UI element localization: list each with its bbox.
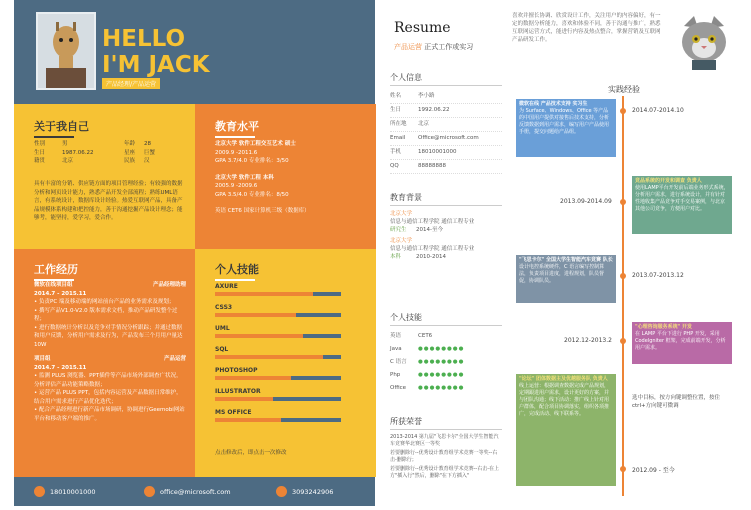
skill-name: PHOTOSHOP bbox=[215, 367, 258, 374]
skill-level-fill bbox=[215, 397, 273, 401]
school-name: 北京大学 bbox=[390, 211, 413, 217]
skill-row: C 语言 ●●●●●●●● bbox=[390, 359, 465, 365]
skill-level-fill bbox=[215, 376, 291, 380]
footer bbox=[14, 478, 375, 506]
edu-certificates: 英语 CET6 国家计算机三级（数据库） bbox=[215, 208, 310, 214]
resume-right bbox=[382, 0, 751, 510]
timeline-dot bbox=[620, 273, 626, 279]
edu-degree: 北京大学 软件工程 本科 bbox=[215, 174, 274, 181]
skills-title: 个人技能 bbox=[215, 263, 259, 276]
role: 产品运营 bbox=[394, 43, 422, 51]
job-item: • 监测 PLUS 浏览器、PPT插件等产品市场外部调查广状况，分析评估产品功能策略数据； bbox=[34, 373, 182, 388]
timeline-date: 2013.07-2013.12 bbox=[632, 272, 684, 279]
skill-level-fill bbox=[215, 334, 303, 338]
award-item: 若要删除行--优秀设计教育组学术竞赛--右击-在上方"插入行"然后，删除"在下方插入" bbox=[390, 466, 500, 479]
skill-dots: ●●●●●●●● bbox=[418, 385, 465, 391]
job-item: • 配合产品经理进行新产品市场调研，协调进行Geemobi网站平台和移动客户端的推广。 bbox=[34, 407, 185, 422]
skill-bar-item bbox=[215, 388, 355, 401]
about-row: 性别 男 年龄 28 bbox=[34, 141, 151, 147]
info-row: QQ 88888888 bbox=[390, 160, 502, 174]
about-title: 关于我自己 bbox=[34, 120, 89, 133]
skills-section bbox=[195, 249, 376, 477]
job-dates: 2014.7 - 2015.11 bbox=[34, 290, 87, 297]
education-title: 教育水平 bbox=[215, 120, 259, 133]
skill-bars bbox=[215, 283, 355, 430]
skill-bar-item bbox=[215, 283, 355, 296]
skill-name: AXURE bbox=[215, 283, 238, 290]
timeline-date: 2012.12-2013.2 bbox=[564, 337, 612, 344]
edu-dates: 2005.9 -2009.6 bbox=[215, 183, 258, 189]
school-degree-row: 本科 2010-2014 bbox=[390, 254, 446, 260]
qq-icon bbox=[276, 486, 287, 497]
award-item: 若要删除行--优秀设计教育组学术竞赛一等奖--右击-删除行； bbox=[390, 450, 498, 463]
timeline-dot bbox=[620, 108, 626, 114]
timeline-note: 选中目标，按方向键调整位置，按住 ctrl+方向键可微调 bbox=[632, 395, 721, 409]
skill-bar-item bbox=[215, 409, 355, 422]
skill-track bbox=[215, 292, 341, 296]
skill-dots: ●●●●●●●● bbox=[418, 372, 465, 378]
tagline: 产品经理/产品运营 bbox=[102, 78, 160, 89]
skill-track bbox=[215, 313, 341, 317]
resume-title: Resume bbox=[394, 20, 451, 36]
timeline-title: 实践经验 bbox=[608, 85, 640, 94]
divider bbox=[34, 136, 74, 138]
education-section bbox=[195, 104, 376, 249]
divider bbox=[390, 429, 502, 430]
skill-name: MS OFFICE bbox=[215, 409, 252, 416]
skill-track bbox=[215, 355, 341, 359]
work-section bbox=[14, 249, 195, 477]
footer-phone: 18010001000 bbox=[50, 487, 96, 496]
job-header: 微软在线项目组 产品经理助理 bbox=[34, 282, 186, 288]
edu-gpa: GPA 3.7/4.0 专业排名：3/50 bbox=[215, 158, 289, 164]
edu-dates: 2009.9 -2011.6 bbox=[215, 149, 258, 156]
timeline-dot bbox=[620, 338, 626, 344]
timeline-box: 竞品系统的开发和调查 负责人 使用LAMP平台开发前后端业务形式系统，分析用户需求，进行系统设计，并有针对性地收集产品竞争对手交易案例，与北京其他公司竞争，方便用户对比。 bbox=[632, 176, 732, 234]
footer-qq: 3093242906 bbox=[292, 487, 334, 496]
job-item: • 运营产品 PLUS PPT，包括内容运营及产品数据日常维护，结合用户需求进行产品优化迭代； bbox=[34, 390, 182, 405]
skill-bar-item bbox=[215, 325, 355, 338]
header bbox=[14, 0, 375, 100]
about-row: 籍贯 北京 民族 汉 bbox=[34, 158, 150, 164]
timeline-date: 2013.09-2014.09 bbox=[560, 198, 612, 205]
skill-name: CSS3 bbox=[215, 304, 233, 311]
timeline-box: "飞思卡尔" 全国大学生智能汽车竞赛 队长 设计电控系统硬件，C 语言编写控制算法，负责项目进度，进程规划，队员督促，协调队员。 bbox=[516, 255, 616, 303]
right-skills bbox=[390, 312, 502, 395]
cat-avatar bbox=[674, 14, 734, 70]
skill-row: Java ●●●●●●●● bbox=[390, 346, 465, 352]
skill-level-fill bbox=[215, 355, 323, 359]
skill-row: Office ●●●●●●●● bbox=[390, 385, 465, 391]
skill-level-fill bbox=[215, 418, 281, 422]
personal-info bbox=[390, 72, 502, 174]
divider bbox=[390, 85, 502, 86]
skill-track bbox=[215, 376, 341, 380]
skill-track bbox=[215, 418, 341, 422]
skill-bar-item bbox=[215, 367, 355, 380]
skills-note: 点击修改后，即点击一次修改 bbox=[215, 450, 287, 456]
job-item: • 进行数据统计分析以及竞争对手情况分析跟踪；并通过数据和用户反馈，分析用户需求及行为，产品发布三个月用户量达10W bbox=[34, 324, 183, 348]
resume-left bbox=[14, 0, 375, 506]
bg-title: 教育背景 bbox=[390, 193, 422, 202]
info-row: 所在地 北京 bbox=[390, 118, 502, 132]
about-section bbox=[14, 104, 195, 249]
divider bbox=[215, 136, 255, 138]
award-item: 2013-2014 第九届"飞思卡尔"全国大学生智能汽车竞赛华北赛区一等奖 bbox=[390, 434, 499, 447]
school-major: 信息与通信工程学院 通信工程专业 bbox=[390, 219, 475, 225]
skill-level-fill bbox=[215, 292, 313, 296]
job-item: • 撰写产品V1.0-V2.0 版本需求文档，推动产品研发整个过程； bbox=[34, 307, 178, 322]
skill-level-fill bbox=[215, 313, 296, 317]
skill-name: UML bbox=[215, 325, 230, 332]
skill-row: Php ●●●●●●●● bbox=[390, 372, 465, 378]
info-title: 个人信息 bbox=[390, 73, 422, 82]
skill-dots: ●●●●●●●● bbox=[418, 346, 465, 352]
skill-bar-item bbox=[215, 304, 355, 317]
timeline-box: "心理咨询服务系统" 开发 在 LAMP 平台下进行 PHP 开发，采用 Codelgniter 框架，完成前端开发，分析用户需求。 bbox=[632, 322, 732, 364]
skill-bar-item bbox=[215, 346, 355, 359]
skill-name: ILLUSTRATOR bbox=[215, 388, 261, 395]
education-background bbox=[390, 192, 502, 261]
skill-row: 英语 CET6 bbox=[390, 333, 433, 339]
info-row: 手机 18010001000 bbox=[390, 146, 502, 160]
timeline-dot bbox=[620, 199, 626, 205]
skill-dots: ●●●●●●●● bbox=[418, 359, 465, 365]
info-row: Email Office@microsoft.com bbox=[390, 132, 502, 146]
right-skills-title: 个人技能 bbox=[390, 313, 422, 322]
school-degree-row: 研究生 2014-至今 bbox=[390, 227, 443, 233]
about-description: 具有丰富的分销、供应链方面的项目管理经验；有较强的数据分析和网页设计能力，熟悉产品开发全部流程；熟练UML语言，有系统设计，数据库设计经验。热爱互联网产品，具备产品规模体系构建和把控能力，善于沟通挖掘产品设计理念；能够考，能坚持，爱学习，爱合作。 bbox=[34, 181, 183, 221]
timeline-axis bbox=[622, 96, 624, 496]
timeline-dot bbox=[620, 466, 626, 472]
skill-track bbox=[215, 397, 341, 401]
school-major: 信息与通信工程学院 通信工程专业 bbox=[390, 246, 475, 252]
timeline-date: 2014.07-2014.10 bbox=[632, 107, 684, 114]
awards-title: 所获荣誉 bbox=[390, 417, 422, 426]
hello-title: HELLO I'M JACK bbox=[102, 26, 210, 78]
about-table bbox=[34, 140, 184, 166]
timeline-date: 2012.09 - 至今 bbox=[632, 467, 675, 474]
about-row: 生日 1987.06.22 星座 巨蟹 bbox=[34, 149, 156, 156]
info-row: 生日 1992.06.22 bbox=[390, 104, 502, 118]
info-row: 姓名 李小路 bbox=[390, 90, 502, 104]
skill-track bbox=[215, 334, 341, 338]
school-name: 北京大学 bbox=[390, 238, 413, 244]
job-item: • 负责PC 端及移动端的网站前台产品的业务需求及规划； bbox=[34, 299, 175, 305]
awards bbox=[390, 416, 502, 480]
divider bbox=[390, 325, 502, 326]
phone-icon bbox=[34, 486, 45, 497]
divider bbox=[215, 279, 255, 281]
edu-gpa: GPA 3.5/4.0 专业排名：8/50 bbox=[215, 191, 289, 198]
edu-degree: 北京大学 软件工程交互艺术 硕士 bbox=[215, 141, 296, 147]
job-status: 正式工作或实习 bbox=[424, 43, 474, 51]
job-header: 项目组 产品运营 bbox=[34, 356, 186, 362]
job-dates: 2014.7 - 2015.11 bbox=[34, 364, 87, 371]
avatar-photo bbox=[36, 12, 96, 90]
skill-name: SQL bbox=[215, 346, 229, 353]
intro-text: 喜欢并擅长协调、欣赏设计工作，关注用户的内容偏好，有一定的数据分析能力，喜欢和体验不同，善于沟通与推广，熟悉互联网运营方式，能进行内容及热点整合，掌握营销及互联网产品研发工作。 bbox=[512, 13, 661, 43]
info-rows bbox=[390, 90, 502, 174]
footer-email: office@microsoft.com bbox=[160, 487, 231, 496]
work-title: 工作经历 bbox=[34, 263, 78, 276]
timeline-box: 微软在线 产品技术支持 实习生 为 Surface、Windows、Office 等产品的中国用户提供对接售后技术支持，分析反馈数据到用户需求，编写用户产品使用手册，提交问题给产品组。 bbox=[516, 99, 616, 157]
divider bbox=[390, 205, 502, 206]
timeline-box: "论坛" 团体数据主及优越服务队 负责人 线上运营：根据调查数据完成产品规划，定期跟进用户需求，设计更好的方案，并与团队沟通；线下活动：推广线上针对用户群体，配合项目协调落实，组织各项推广，完成活动、线下联系等。 bbox=[516, 374, 616, 486]
email-icon bbox=[144, 486, 155, 497]
